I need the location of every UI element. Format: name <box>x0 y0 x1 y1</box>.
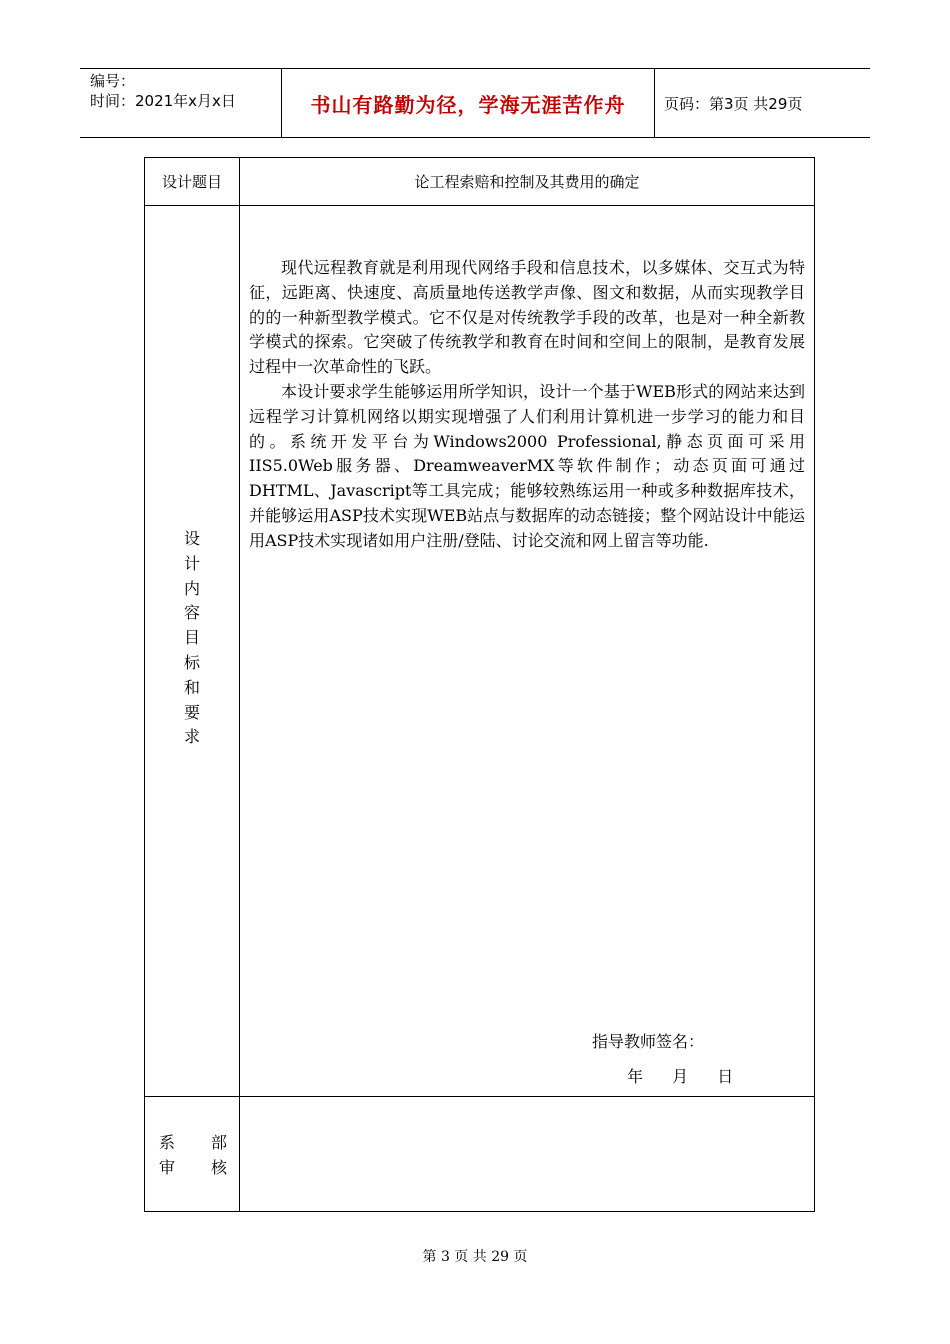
label-char: 容 <box>183 603 200 623</box>
topic-label: 设计题目 <box>161 173 222 191</box>
page-footer: 第 3 页 共 29 页 <box>422 1249 528 1265</box>
label-char: 标 <box>183 652 200 672</box>
label-line <box>159 1155 227 1180</box>
content-paragraph: 现代远程教育就是利用现代网络手段和信息技术，以多媒体、交互式为特征，远距离、快速度、高质量地传送教学声像、图文和数据，从而实现教学目的的一种新型教学模式。它不仅是对传统教学手段的改革，也是对一种全新教学模式的探索。它突破了传统教学和教育在时间和空间上的限制，是教育发展过程中一次革命性的飞跃。 <box>249 258 805 377</box>
design-task-form <box>144 157 815 1212</box>
label-char: 部 <box>210 1133 227 1152</box>
header-motto: 书山有路勤为径，学海无涯苦作舟 <box>310 92 626 117</box>
content-paragraph: 本设计要求学生能够运用所学知识，设计一个基于WEB形式的网站来达到远程学习计算机网络以期实现增强了人们利用计算机进一步学习的能力和目的。系统开发平台为Windows2000 Professional,静态页面可采用IIS5.0Web服务器、DreamweaverMX等软件制作；动态页面可通过DHTML、Javascript等工具完成；能够较熟练运用一种或多种数据库技术，并能够运用ASP技术实现WEB站点与数据库的动态链接；整个网站设计中能运用ASP技术实现诸如用户注册/登陆、讨论交流和网上留言等功能. <box>249 381 805 550</box>
signature-date <box>627 1064 757 1087</box>
page-header <box>80 68 870 138</box>
label-char: 核 <box>210 1158 227 1177</box>
table-divider <box>145 205 814 206</box>
label-char: 求 <box>183 727 200 747</box>
number-label: 编号： <box>90 72 136 90</box>
date-day-label: 日 <box>717 1067 734 1086</box>
table-divider <box>239 158 240 1211</box>
advisor-signature-label: 指导教师签名： <box>592 1032 705 1051</box>
label-char: 设 <box>183 529 200 548</box>
label-char: 审 <box>159 1158 176 1177</box>
label-char: 系 <box>159 1133 176 1152</box>
topic-value: 论工程索赔和控制及其费用的确定 <box>414 173 640 191</box>
header-page-info: 页码：第3页 共29页 <box>664 94 803 113</box>
time-label: 时间：2021年x月x日 <box>90 92 236 110</box>
label-char: 计 <box>183 553 200 573</box>
label-char: 和 <box>183 677 200 697</box>
header-meta <box>90 71 280 111</box>
label-char: 要 <box>183 702 200 722</box>
date-month-label: 月 <box>672 1067 689 1086</box>
content-requirements-label <box>145 527 239 750</box>
table-divider <box>145 1096 814 1097</box>
department-review-label <box>159 1130 227 1180</box>
header-divider <box>654 69 655 137</box>
label-char: 内 <box>183 578 200 598</box>
content-body <box>249 256 805 554</box>
label-line <box>159 1130 227 1155</box>
date-year-label: 年 <box>627 1067 644 1086</box>
label-char: 目 <box>183 628 200 648</box>
